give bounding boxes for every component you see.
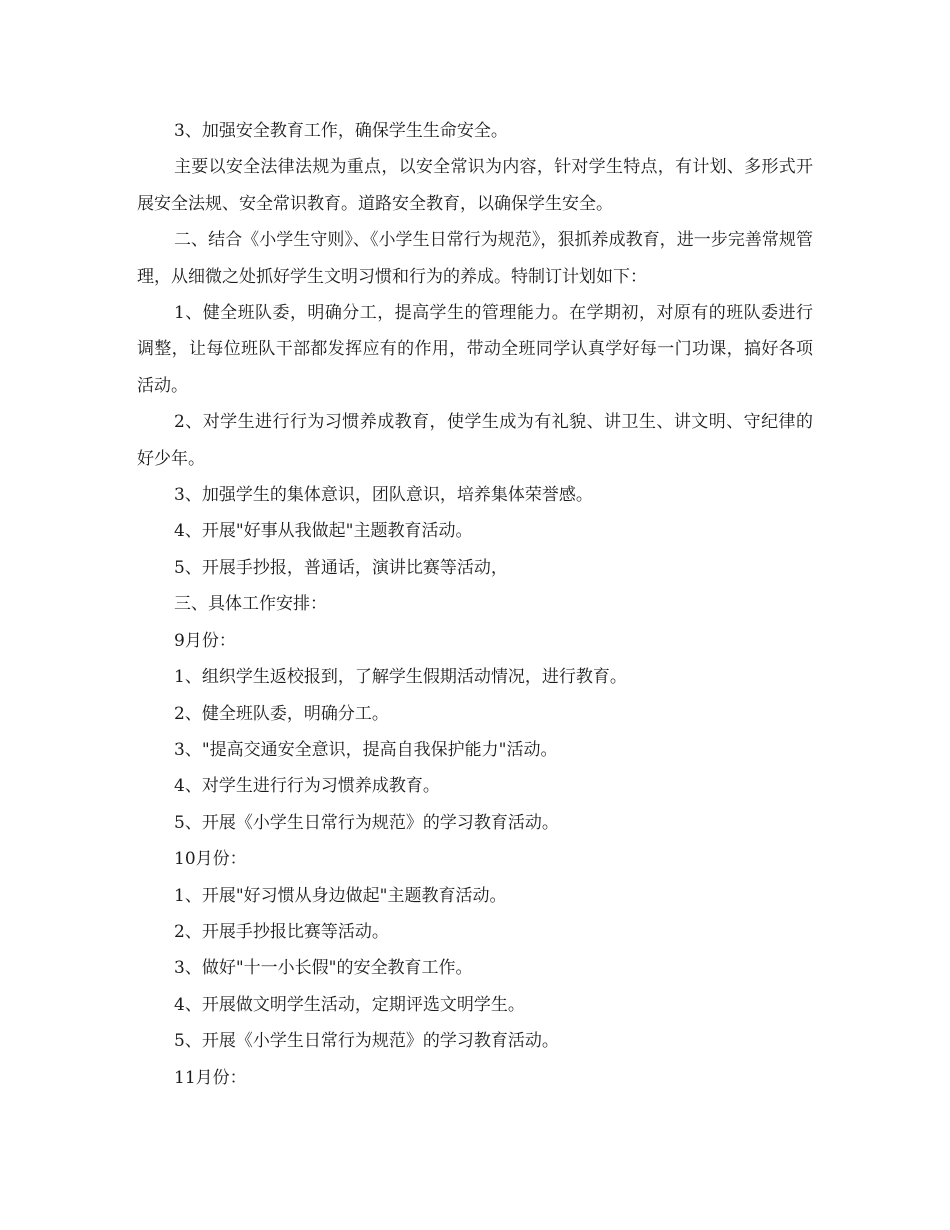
paragraph: 4、开展"好事从我做起"主题教育活动。: [174, 521, 473, 542]
paragraph: 5、开展《小学生日常行为规范》的学习教育活动。: [174, 1031, 559, 1052]
paragraph: 3、做好"十一小长假"的安全教育工作。: [174, 958, 473, 979]
paragraph: 5、开展《小学生日常行为规范》的学习教育活动。: [174, 812, 559, 833]
paragraph: 5、开展手抄报，普通话，演讲比赛等活动，: [174, 557, 508, 578]
month-heading: 11月份：: [174, 1067, 247, 1088]
paragraph: 1、健全班队委，明确分工，提高学生的管理能力。在学期初，对原有的班队委进行调整，让每位班队干部都发挥应有的作用，带动全班同学认真学好每一门功课，搞好各项活动。: [137, 303, 813, 396]
paragraph: 1、开展"好习惯从身边做起"主题教育活动。: [174, 885, 507, 906]
paragraph: 2、健全班队委，明确分工。: [174, 703, 389, 724]
paragraph: 1、组织学生返校报到，了解学生假期活动情况，进行教育。: [174, 667, 627, 688]
paragraph: 2、对学生进行行为习惯养成教育，使学生成为有礼貌、讲卫生、讲文明、守纪律的好少年。: [137, 412, 813, 469]
paragraph: 4、对学生进行行为习惯养成教育。: [174, 776, 440, 797]
paragraph: 4、开展做文明学生活动，定期评选文明学生。: [174, 994, 525, 1015]
section-heading: 三、具体工作安排：: [174, 594, 327, 615]
document-body: [137, 113, 813, 1096]
paragraph: 主要以安全法律法规为重点，以安全常识为内容，针对学生特点，有计划、多形式开展安全法规、安全常识教育。道路安全教育，以确保学生安全。: [137, 157, 813, 214]
paragraph: 3、"提高交通安全意识，提高自我保护能力"活动。: [174, 739, 558, 760]
paragraph: 2、开展手抄报比赛等活动。: [174, 921, 389, 942]
paragraph: 二、结合《小学生守则》、《小学生日常行为规范》，狠抓养成教育，进一步完善常规管理，从细微之处抓好学生文明习惯和行为的养成。特制订计划如下：: [137, 230, 813, 287]
month-heading: 9月份：: [174, 630, 236, 651]
paragraph: 3、加强安全教育工作，确保学生生命安全。: [174, 121, 508, 141]
month-heading: 10月份：: [174, 849, 247, 870]
paragraph: 3、加强学生的集体意识，团队意识，培养集体荣誉感。: [174, 485, 593, 506]
